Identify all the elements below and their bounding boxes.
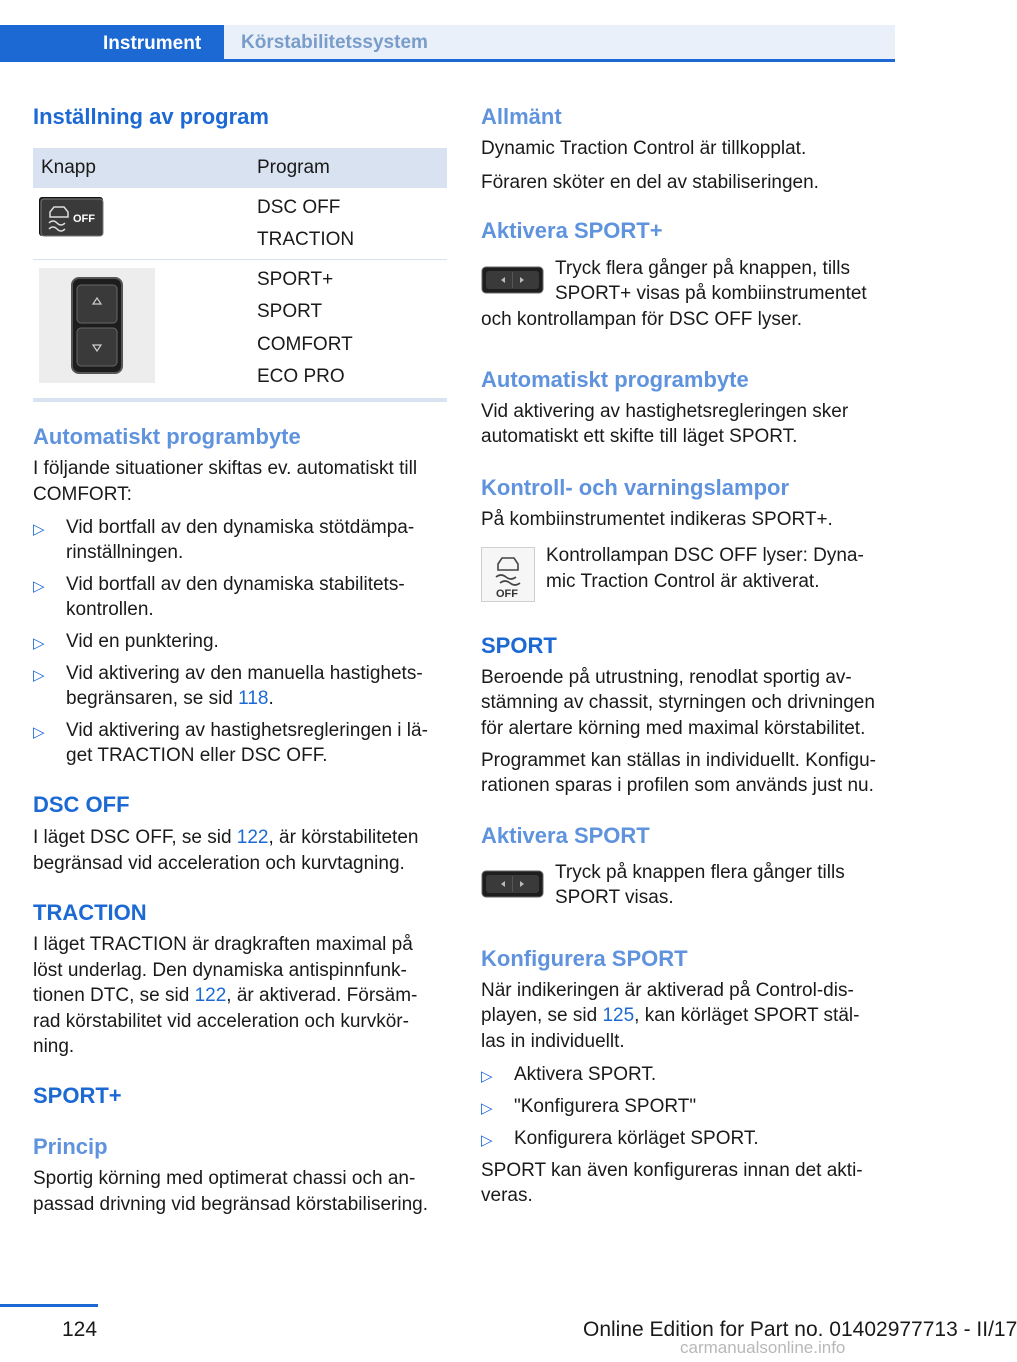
configure-sport-text-2: playen, se sid 125, kan körläget SPORT stäl- <box>481 1005 860 1026</box>
car-skid-icon <box>482 548 534 601</box>
sport-text-4: Programmet kan ställas in individuellt. Konfigu- <box>481 750 876 771</box>
auto-switch-text-1: I följande situationer skiftas ev. automatiskt till <box>33 458 418 479</box>
section-title: Inställning av program <box>33 104 269 129</box>
program-table <box>33 148 447 387</box>
page-link-122[interactable]: 122 <box>194 985 227 1006</box>
general-text-2: Föraren sköter en del av stabiliseringen. <box>481 172 819 193</box>
activate-sport-plus-text-2: SPORT+ visas på kombiinstrumentet <box>555 283 867 304</box>
program-list-2 <box>257 264 353 393</box>
page-link-125[interactable]: 125 <box>602 1005 635 1026</box>
header-divider <box>0 59 895 62</box>
mode-button-icon <box>481 868 544 900</box>
configure-sport-text-3: las in individuellt. <box>481 1031 625 1052</box>
program-traction: TRACTION <box>257 229 355 251</box>
tab-korstabilitetssystem[interactable]: Körstabilitetssystem <box>224 25 895 59</box>
auto-switch-heading: Automatiskt programbyte <box>33 424 301 449</box>
program-sport: SPORT <box>257 301 323 323</box>
activate-sport-plus-text-1: Tryck flera gånger på knappen, tills <box>555 258 851 279</box>
lamps-heading: Kontroll- och varningslampor <box>481 475 790 500</box>
program-comfort: COMFORT <box>257 333 353 355</box>
table-header <box>33 148 447 188</box>
dsc-off-heading: DSC OFF <box>33 792 130 817</box>
right-auto-switch-text-1: Vid aktivering av hastighetsregleringen sker <box>481 401 849 422</box>
lamps-text-2: Kontrollampan DSC OFF lyser: Dyna- <box>546 545 864 566</box>
dsc-off-indicator-icon <box>481 547 535 602</box>
dsc-off-text-2: begränsad vid acceleration och kurvtagning. <box>33 853 405 874</box>
dsc-off-button-icon <box>39 197 103 236</box>
program-sport-plus: SPORT+ <box>257 269 334 290</box>
tab-instrument[interactable]: Instrument <box>0 25 224 62</box>
triangle-bullet-icon: ▷ <box>481 1100 493 1117</box>
triangle-bullet-icon: ▷ <box>481 1132 493 1149</box>
general-heading: Allmänt <box>481 104 562 129</box>
traction-text-4: rad körstabilitet vid acceleration och kurvkör- <box>33 1011 409 1032</box>
traction-heading: TRACTION <box>33 900 147 925</box>
table-row <box>33 188 447 260</box>
footer-rule <box>0 1304 98 1307</box>
traction-text-3: tionen DTC, se sid 122, är aktiverad. Försäm- <box>33 985 418 1006</box>
traction-text-1: I läget TRACTION är dragkraften maximal på <box>33 934 413 955</box>
activate-sport-text-2: SPORT visas. <box>555 887 674 908</box>
edition-note: Online Edition for Part no. 01402977713 - II/17 <box>583 1318 1017 1341</box>
principle-text-1: Sportig körning med optimerat chassi och an- <box>33 1168 416 1189</box>
mode-rocker-switch-image <box>39 268 155 383</box>
sport-text-3: för alertare körning med maximal körstabilitet. <box>481 718 866 739</box>
col-header-program: Program <box>257 157 330 178</box>
activate-sport-plus-text-3: och kontrollampan för DSC OFF lyser. <box>481 309 802 330</box>
col-header-button: Knapp <box>41 157 96 178</box>
right-auto-switch-text-2: automatiskt ett skifte till läget SPORT. <box>481 426 798 447</box>
sport-text-2: stämning av chassit, styrningen och drivningen <box>481 692 875 713</box>
mode-button-icon <box>481 264 544 296</box>
table-row <box>33 260 447 400</box>
traction-text-2: löst underlag. Den dynamiska antispinnfunk- <box>33 960 407 981</box>
page-link-118[interactable]: 118 <box>238 688 269 709</box>
lamps-text-1: På kombiinstrumentet indikeras SPORT+. <box>481 509 833 530</box>
general-text-1: Dynamic Traction Control är tillkopplat. <box>481 138 807 159</box>
triangle-bullet-icon: ▷ <box>33 521 45 538</box>
table-bottom-rule <box>33 398 447 402</box>
configure-sport-text-1: När indikeringen är aktiverad på Control-dis- <box>481 980 854 1001</box>
auto-switch-text-2: COMFORT: <box>33 484 132 505</box>
sport-heading: SPORT <box>481 633 557 658</box>
rocker-switch-icon <box>39 268 155 383</box>
triangle-bullet-icon: ▷ <box>33 724 45 741</box>
configure-sport-heading: Konfigurera SPORT <box>481 946 688 971</box>
triangle-bullet-icon: ▷ <box>33 635 45 652</box>
header-tabs <box>0 25 895 63</box>
principle-text-2: passad drivning vid begränsad körstabilisering. <box>33 1194 429 1215</box>
watermark: carmanualsonline.info <box>680 1338 846 1357</box>
activate-sport-text-1: Tryck på knappen flera gånger tills <box>555 862 845 883</box>
svg-text:OFF: OFF <box>73 213 95 225</box>
rocker-button-icon <box>481 868 544 900</box>
triangle-bullet-icon: ▷ <box>481 1068 493 1085</box>
activate-sport-heading: Aktivera SPORT <box>481 823 650 848</box>
page-number: 124 <box>62 1318 98 1341</box>
rocker-button-icon <box>481 264 544 296</box>
page-link-122[interactable]: 122 <box>236 827 269 848</box>
sport-plus-heading: SPORT+ <box>33 1083 122 1108</box>
right-auto-switch-heading: Automatiskt programbyte <box>481 367 749 392</box>
sport-text-1: Beroende på utrustning, renodlat sportig av- <box>481 667 852 688</box>
svg-text:OFF: OFF <box>496 588 518 600</box>
program-dsc-off: DSC OFF <box>257 197 341 218</box>
program-eco-pro: ECO PRO <box>257 365 345 387</box>
program-list-1 <box>257 192 354 257</box>
activate-sport-plus-heading: Aktivera SPORT+ <box>481 218 663 243</box>
triangle-bullet-icon: ▷ <box>33 578 45 595</box>
dsc-off-text-1: I läget DSC OFF, se sid 122, är körstabiliteten <box>33 827 419 848</box>
principle-heading: Princip <box>33 1134 108 1159</box>
traction-text-5: ning. <box>33 1036 75 1057</box>
triangle-bullet-icon: ▷ <box>33 667 45 684</box>
car-skid-icon <box>40 198 104 237</box>
sport-text-5: rationen sparas i profilen som används just nu. <box>481 775 874 796</box>
configure-sport-end-1: SPORT kan även konfigureras innan det akti- <box>481 1160 863 1181</box>
lamps-text-3: mic Traction Control är aktiverat. <box>546 571 820 592</box>
configure-sport-end-2: veras. <box>481 1185 533 1206</box>
